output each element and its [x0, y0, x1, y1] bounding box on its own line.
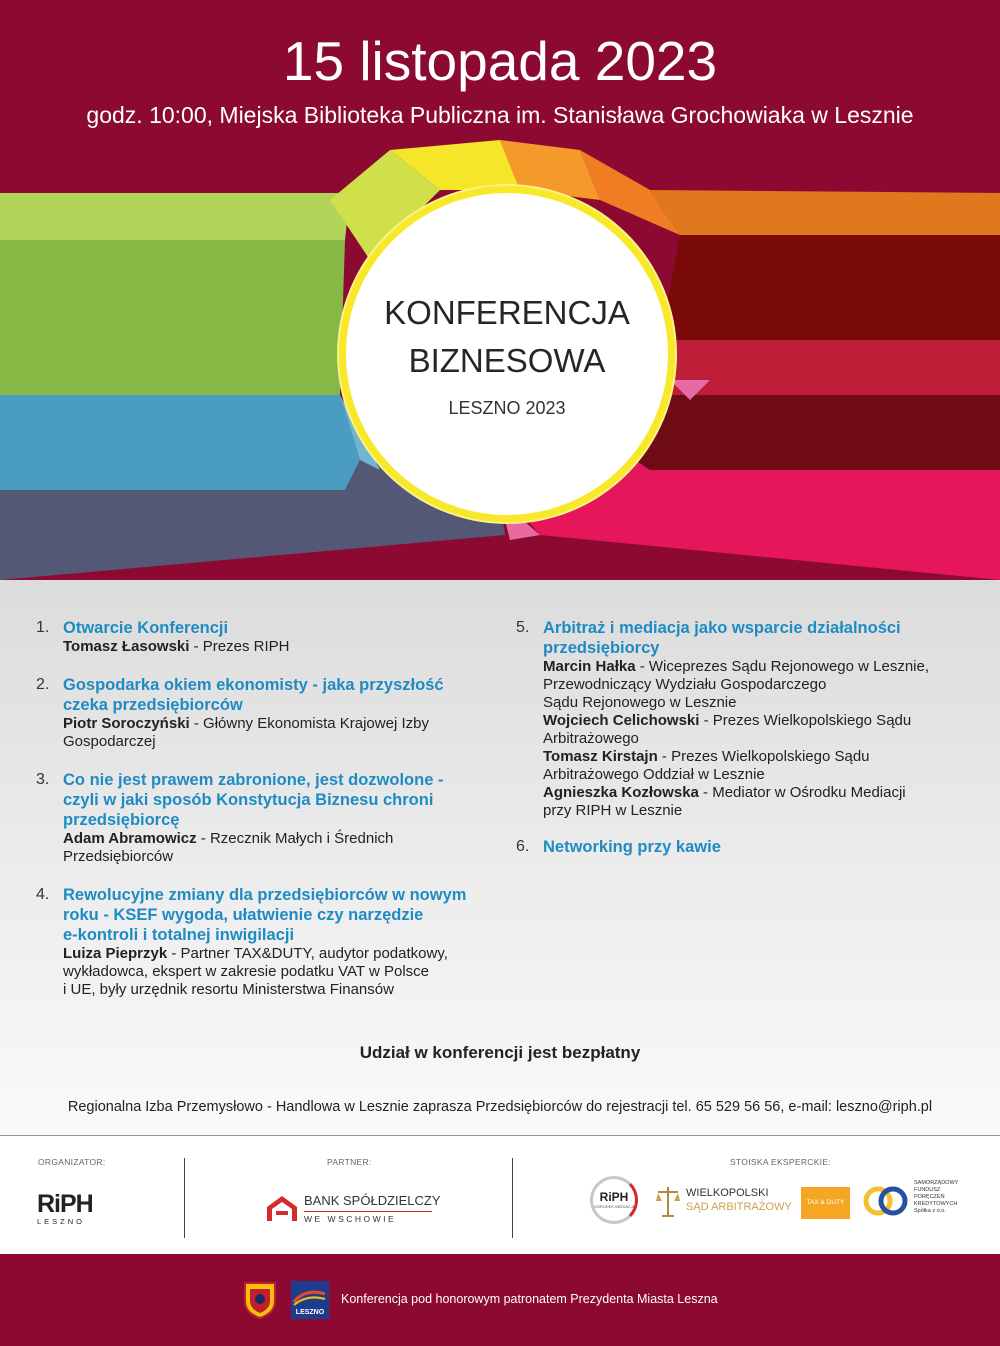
agenda-speaker-line [63, 945, 476, 963]
organizer-label: ORGANIZATOR: [38, 1157, 106, 1167]
leszno-wave-icon [291, 1284, 329, 1308]
agenda-item [36, 618, 476, 656]
speaker-name: Tomasz Kirstajn [543, 748, 658, 765]
speaker-role: - Prezes Wielkopolskiego Sądu [657, 748, 870, 765]
agenda-item [36, 770, 476, 866]
bank-logo: BANK SPÓŁDZIELCZY WE WSCHOWIE [264, 1191, 444, 1227]
agenda-item-number: 6. [516, 838, 530, 855]
agenda-item-title: przedsiębiorcy [543, 639, 660, 657]
header-banner [0, 0, 1000, 580]
speaker-role: - Wiceprezes Sądu Rejonowego w Lesznie, [635, 658, 930, 675]
agenda-section [0, 580, 1000, 1135]
speaker-role: - Prezes Wielkopolskiego Sądu [699, 712, 912, 729]
agenda-right-column [516, 618, 966, 857]
fund-name-line: PORĘCZEŃ [914, 1194, 945, 1200]
speaker-name: Piotr Soroczyński [63, 715, 190, 732]
event-date: 15 listopada 2023 [282, 30, 718, 92]
fund-name-line: FUNDUSZ [914, 1187, 941, 1193]
speaker-role: - Prezes RIPH [189, 638, 290, 655]
agenda-item-number: 2. [36, 676, 50, 693]
agenda-item-title: Arbitraż i mediacja jako wsparcie działalności [543, 619, 901, 637]
agenda-speaker-line [63, 830, 476, 848]
agenda-speaker-line [63, 963, 476, 981]
bank-house-icon [264, 1193, 300, 1223]
speaker-role: Arbitrażowego [543, 730, 639, 747]
speaker-role: przy RIPH w Lesznie [543, 802, 683, 819]
fund-rings-icon [862, 1182, 910, 1220]
agenda-item-title: czyli w jaki sposób Konstytucja Biznesu chroni [63, 791, 434, 809]
agenda-item-title: przedsiębiorcę [63, 811, 180, 829]
riph-leszno-logo: RiPH LESZNO [37, 1190, 93, 1226]
speaker-name: Agnieszka Kozłowska [543, 784, 699, 801]
fund-name-line: SAMORZĄDOWY [914, 1180, 959, 1186]
conference-title-line1: KONFERENCJA [384, 294, 630, 331]
agenda-item-title: Co nie jest prawem zabronione, jest dozwolone - [63, 771, 444, 789]
agenda-item-number: 4. [36, 886, 50, 903]
speaker-role: - Rzecznik Małych i Średnich [196, 830, 394, 847]
agenda-speaker-line [543, 802, 966, 820]
agenda-item [36, 675, 476, 751]
loan-guarantee-fund-logo [862, 1180, 972, 1220]
agenda-item-title: e-kontroli i totalnej inwigilacji [63, 926, 295, 944]
speaker-role: Arbitrażowego Oddział w Lesznie [543, 766, 765, 783]
agenda-speaker-line [543, 766, 966, 784]
agenda-speaker-line [63, 733, 476, 751]
registration-info: Regionalna Izba Przemysłowo - Handlowa w Lesznie zaprasza Przedsiębiorców do rejestracji tel. 65 529 56 56, e-mail: leszno@riph.pl [67, 1099, 933, 1115]
agenda-item [36, 885, 476, 999]
fund-name [914, 1180, 958, 1215]
agenda-item-title: Otwarcie Konferencji [63, 619, 229, 637]
footer [0, 1254, 1000, 1346]
conference-title [346, 289, 668, 385]
agenda-item-title: roku - KSEF wygoda, ułatwienie czy narzędzie [63, 906, 424, 924]
title-circle [346, 193, 668, 515]
agenda-item-number: 5. [516, 619, 530, 636]
conference-subtitle: LESZNO 2023 [448, 398, 566, 418]
agenda-speaker-line [63, 981, 476, 999]
expert-stands-label: STOISKA EKSPERCKIE: [730, 1157, 831, 1167]
arbitration-court-logo: WIELKOPOLSKI SĄD ARBITRAŻOWY [656, 1184, 796, 1220]
agenda-speaker-line [63, 638, 476, 656]
free-participation-notice: Udział w konferencji jest bezpłatny [359, 1043, 641, 1062]
agenda-item-number: 3. [36, 771, 50, 788]
speaker-role: wykładowca, ekspert w zakresie podatku VAT w Polsce [63, 963, 429, 980]
agenda-speaker-line [63, 715, 476, 733]
speaker-role: i UE, były urzędnik resortu Ministerstwa Finansów [63, 981, 394, 998]
patronage-text: Konferencja pod honorowym patronatem Prezydenta Miasta Leszna [341, 1292, 718, 1306]
speaker-role: Przedsiębiorców [63, 848, 174, 865]
mediation-center-logo: RiPH OŚRODEK MEDIACJI [590, 1176, 638, 1224]
speaker-role: Przewodniczący Wydziału Gospodarczego [543, 676, 827, 693]
agenda-speaker-line [543, 712, 966, 730]
partner-label: PARTNER: [327, 1157, 372, 1167]
speaker-role: - Mediator w Ośrodku Mediacji [698, 784, 906, 801]
agenda-speaker-line [543, 730, 966, 748]
speaker-role: Gospodarczej [63, 733, 156, 750]
conference-title-line2: BIZNESOWA [408, 342, 606, 379]
fund-name-line: KREDYTOWYCH [914, 1201, 958, 1207]
agenda-item [516, 837, 966, 857]
agenda-item-title: Gospodarka okiem ekonomisty - jaka przyszłość [63, 676, 444, 694]
agenda-item [516, 618, 966, 820]
agenda-speaker-line [543, 676, 966, 694]
speaker-name: Adam Abramowicz [63, 830, 197, 847]
agenda-speaker-line [543, 784, 966, 802]
scales-of-justice-icon [656, 1184, 680, 1218]
agenda-speaker-line [63, 848, 476, 866]
fund-name-line: Spółka z o.o. [914, 1208, 946, 1214]
agenda-item-title: Rewolucyjne zmiany dla przedsiębiorców w nowym [63, 886, 467, 904]
agenda-speaker-line [543, 748, 966, 766]
speaker-role: - Główny Ekonomista Krajowej Izby [189, 715, 429, 732]
agenda-speaker-line [543, 694, 966, 712]
agenda-item-number: 1. [36, 619, 50, 636]
divider [512, 1158, 513, 1238]
speaker-name: Tomasz Łasowski [63, 638, 190, 655]
tax-duty-logo: TAX & DUTY [801, 1187, 850, 1219]
speaker-name: Wojciech Celichowski [543, 712, 700, 729]
agenda-item-title: czeka przedsiębiorców [63, 696, 243, 714]
divider [184, 1158, 185, 1238]
speaker-role: - Partner TAX&DUTY, audytor podatkowy, [167, 945, 448, 962]
sponsors-bar [0, 1136, 1000, 1254]
speaker-role: Sądu Rejonowego w Lesznie [543, 694, 737, 711]
speaker-name: Luiza Pieprzyk [63, 945, 168, 962]
speaker-name: Marcin Hałka [543, 658, 636, 675]
agenda-speaker-line [543, 658, 966, 676]
leszno-city-logo: LESZNO [291, 1281, 329, 1319]
agenda-item-title: Networking przy kawie [543, 838, 721, 856]
agenda-left-column [36, 618, 476, 999]
event-venue: godz. 10:00, Miejska Biblioteka Publiczna im. Stanisława Grochowiaka w Lesznie [86, 102, 914, 128]
leszno-coat-of-arms-icon [243, 1281, 277, 1319]
